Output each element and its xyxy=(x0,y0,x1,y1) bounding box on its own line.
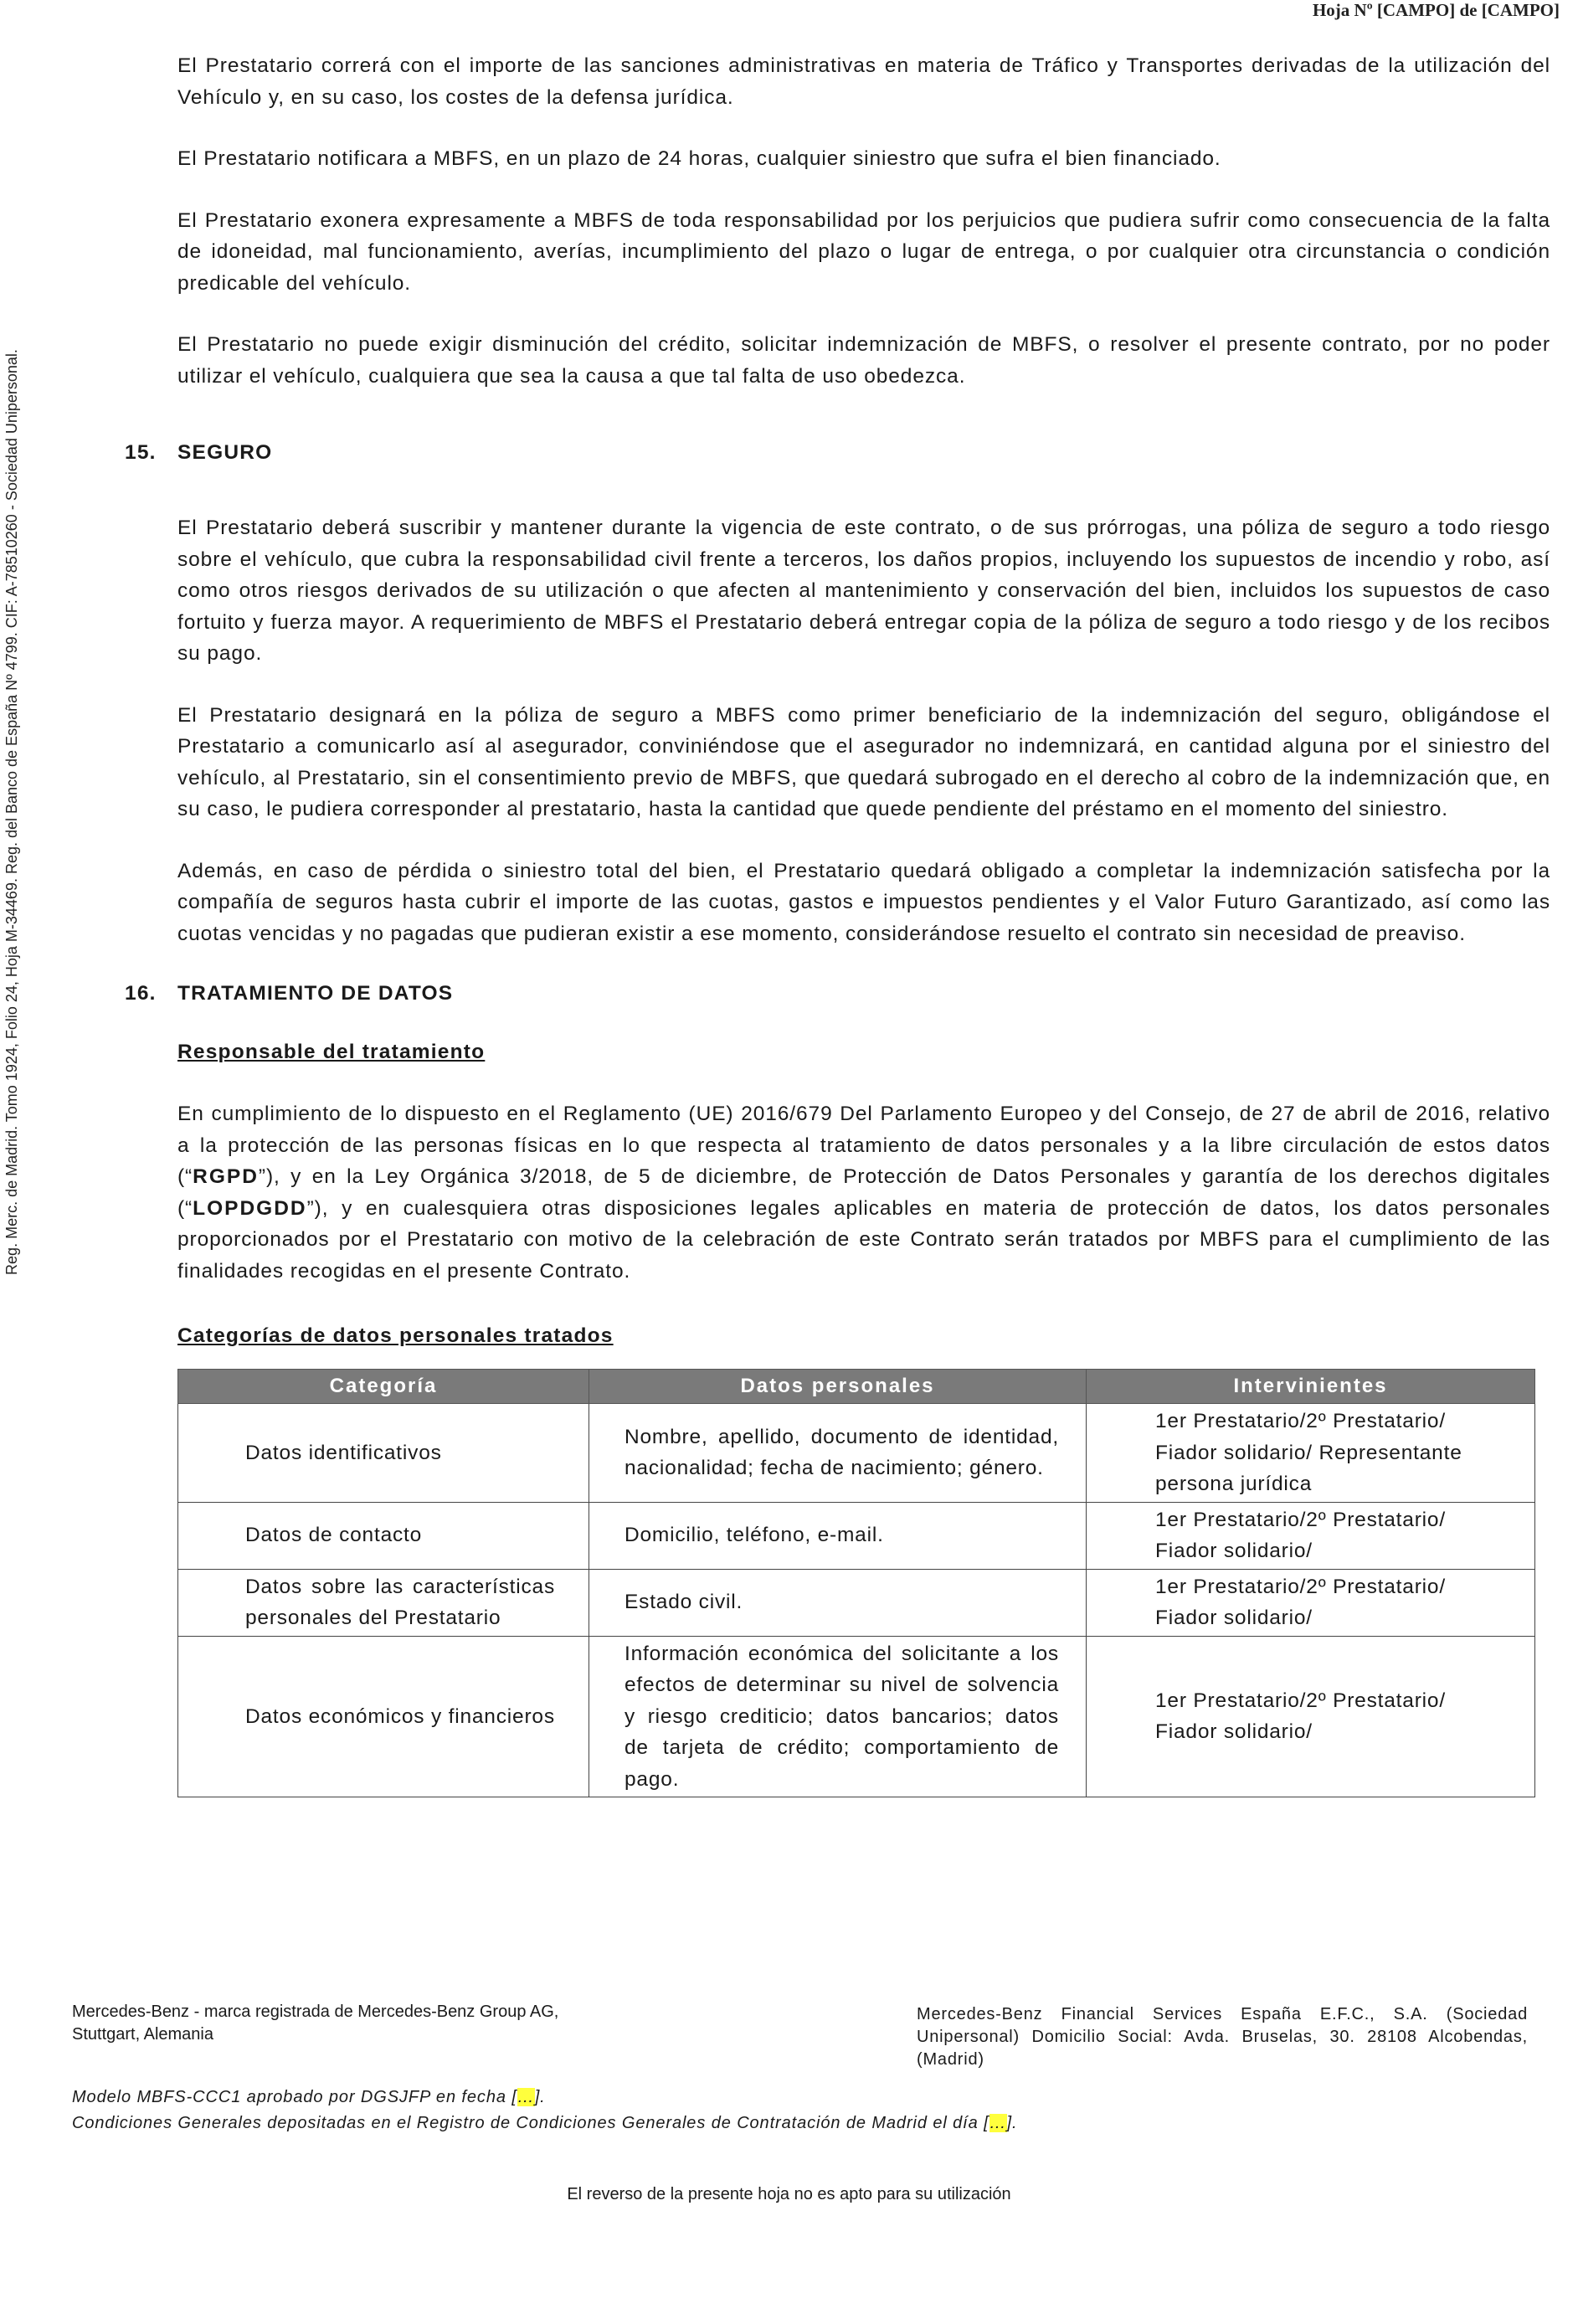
subheading-data-categories: Categorías de datos personales tratados xyxy=(177,1324,614,1347)
section-16-title: TRATAMIENTO DE DATOS xyxy=(177,982,454,1005)
rgpd-abbreviation: RGPD xyxy=(193,1165,259,1188)
cell-text: 1er Prestatario/2º Prestatario/ Fiador solidario/ xyxy=(1155,1689,1446,1744)
column-header-category: Categoría xyxy=(178,1370,589,1404)
cell-text: Domicilio, teléfono, e-mail. xyxy=(625,1524,884,1547)
cell-text: Datos sobre las características personales del Prestatario xyxy=(245,1575,555,1629)
table-cell xyxy=(178,1569,589,1636)
conditions-registry-line xyxy=(72,2111,1495,2136)
column-header-parties: Intervinientes xyxy=(1087,1370,1535,1404)
table-cell xyxy=(178,1636,589,1797)
page-header-sheet-number: Hoja Nº [CAMPO] de [CAMPO] xyxy=(1312,0,1560,20)
cell-text: 1er Prestatario/2º Prestatario/ Fiador solidario/ xyxy=(1155,1508,1446,1562)
cell-text: 1er Prestatario/2º Prestatario/ Fiador solidario/ xyxy=(1155,1575,1446,1629)
table-row xyxy=(178,1502,1535,1569)
reverse-side-note: El reverso de la presente hoja no es apto para su utilización xyxy=(567,2185,1011,2203)
subheading-data-controller: Responsable del tratamiento xyxy=(177,1041,486,1063)
paragraph-exoneration: El Prestatario exonera expresamente a MBFS de toda responsabilidad por los perjuicios que pudiera sufrir como consecuencia de la falta de idoneidad, mal funcionamiento, averías, incumplimiento del plazo o lugar de entrega, o por cualquier otra circunstancia o condición predicable del vehículo. xyxy=(177,208,1550,295)
lopdgdd-abbreviation: LOPDGDD xyxy=(193,1196,307,1220)
cell-text: Información económica del solicitante a los efectos de determinar su nivel de solvencia y riesgo crediticio; datos bancarios; datos de tarjeta de crédito; comportamiento de pago. xyxy=(625,1642,1059,1791)
paragraph-sanctions: El Prestatario correrá con el importe de las sanciones administrativas en materia de Tráfico y Transportes derivadas de la utilización del Vehículo y, en su caso, los costes de la defensa jurídica. xyxy=(177,54,1550,109)
cell-text: Estado civil. xyxy=(625,1591,743,1614)
table-cell xyxy=(589,1404,1087,1503)
section-16-heading xyxy=(125,981,1550,1006)
table-cell xyxy=(178,1404,589,1503)
data-protection-text-1: En cumplimiento de lo dispuesto en el Reglamento (UE) 2016/679 Del Parlamento Europeo y del Consejo, de 27 de abril de 2016, relativo a la protección de las personas físicas en lo que respecta al tratamiento de datos personales y a la libre circulación de estos datos (“ xyxy=(177,1103,1550,1188)
table-cell xyxy=(1087,1569,1535,1636)
paragraph-notification: El Prestatario notificara a MBFS, en un plazo de 24 horas, cualquier siniestro que sufra el bien financiado. xyxy=(177,147,1221,170)
personal-data-table xyxy=(177,1369,1535,1797)
table-cell xyxy=(1087,1502,1535,1569)
cell-text: 1er Prestatario/2º Prestatario/ Fiador solidario/ Representante persona jurídica xyxy=(1155,1410,1462,1495)
table-cell xyxy=(178,1502,589,1569)
footer-company-address: Mercedes-Benz Financial Services España E.F.C., S.A. (Sociedad Unipersonal) Domicilio Social: Avda. Bruselas, 30. 28108 Alcobendas, (Madrid) xyxy=(917,2005,1528,2069)
section-15-heading xyxy=(125,440,1550,465)
section-16-number: 16. xyxy=(125,982,157,1005)
model-suffix-text: ]. xyxy=(534,2088,546,2106)
cell-text: Datos de contacto xyxy=(245,1524,423,1547)
section-15-number: 15. xyxy=(125,441,157,464)
table-cell xyxy=(1087,1404,1535,1503)
model-approval-line xyxy=(72,2085,1495,2111)
table-row xyxy=(178,1404,1535,1503)
paragraph-total-loss: Además, en caso de pérdida o siniestro total del bien, el Prestatario quedará obligado a completar la indemnización satisfecha por la compañía de seguros hasta cubrir el importe de las cuotas, gastos e impuestos pendientes y el Valor Futuro Garantizado, así como las cuotas vencidas y no pagadas que pudieran existir a ese momento, considerándose resuelto el contrato sin necesidad de preaviso. xyxy=(177,859,1550,945)
table-header-row xyxy=(178,1370,1535,1404)
conditions-date-placeholder: … xyxy=(989,2114,1007,2132)
document-body xyxy=(125,50,1550,1797)
footer-model-approval xyxy=(72,2085,1495,2136)
table-cell xyxy=(589,1569,1087,1636)
table-cell xyxy=(589,1636,1087,1797)
column-header-personal-data: Datos personales xyxy=(589,1370,1087,1404)
table-row xyxy=(178,1569,1535,1636)
section-15-title: SEGURO xyxy=(177,441,273,464)
conditions-suffix-text: ]. xyxy=(1006,2114,1018,2132)
cell-text: Nombre, apellido, documento de identidad, nacionalidad; fecha de nacimiento; género. xyxy=(625,1425,1059,1480)
paragraph-data-protection xyxy=(177,1098,1550,1287)
data-protection-text-3: ”), y en cualesquiera otras disposiciones legales aplicables en materia de protección de datos, los datos personales proporcionados por el Prestatario con motivo de la celebración de este Contrato serán tratados por MBFS para el cumplimiento de las finalidades recogidas en el presente Contrato. xyxy=(177,1196,1550,1283)
registry-side-text: Reg. Merc. de Madrid. Tomo 1924, Folio 24, Hoja M-34469. Reg. del Banco de España Nº 4799. CIF: A-78510260 - Sociedad Unipersonal. xyxy=(3,349,20,1275)
conditions-prefix-text: Condiciones Generales depositadas en el Registro de Condiciones Generales de Contratación de Madrid el día [ xyxy=(72,2114,989,2132)
cell-text: Datos identificativos xyxy=(245,1441,442,1464)
data-protection-text-2: ”), y en la Ley Orgánica 3/2018, de 5 de diciembre, de Protección de Datos Personales y garantía de los derechos digitales (“ xyxy=(177,1165,1550,1220)
paragraph-insurance-policy: El Prestatario deberá suscribir y mantener durante la vigencia de este contrato, o de sus prórrogas, una póliza de seguro a todo riesgo sobre el vehículo, que cubra la responsabilidad civil frente a terceros, los daños propios, incluyendo los supuestos de incendio y robo, así como otros riesgos derivados de su utilización o que afecten al mantenimiento y conservación del bien, incluidos los supuestos de caso fortuito y fuerza mayor. A requerimiento de MBFS el Prestatario deberá entregar copia de la póliza de seguro a todo riesgo y de los recibos su pago. xyxy=(177,517,1550,665)
paragraph-insurance-beneficiary: El Prestatario designará en la póliza de seguro a MBFS como primer beneficiario de la indemnización del seguro, obligándose el Prestatario a comunicarlo así al asegurador, conviniéndose que el asegurador no indemnizará, en cantidad alguna por el siniestro del vehículo, al Prestatario, sin el consentimiento previo de MBFS, que quedará subrogado en el derecho al cobro de la indemnización que, en su caso, le pudiera corresponder al prestatario, hasta la cantidad que quede pendiente del préstamo en el momento del siniestro. xyxy=(177,703,1550,820)
table-row xyxy=(178,1636,1535,1797)
cell-text: Datos económicos y financieros xyxy=(245,1704,555,1728)
model-prefix-text: Modelo MBFS-CCC1 aprobado por DGSJFP en fecha [ xyxy=(72,2088,517,2106)
table-cell xyxy=(589,1502,1087,1569)
table-cell xyxy=(1087,1636,1535,1797)
footer-trademark: Mercedes-Benz - marca registrada de Mercedes-Benz Group AG, Stuttgart, Alemania xyxy=(72,2003,559,2044)
model-date-placeholder: … xyxy=(517,2088,535,2106)
paragraph-no-reduction: El Prestatario no puede exigir disminución del crédito, solicitar indemnización de MBFS, o resolver el presente contrato, por no poder utilizar el vehículo, cualquiera que sea la causa a que tal falta de uso obedezca. xyxy=(177,333,1550,388)
